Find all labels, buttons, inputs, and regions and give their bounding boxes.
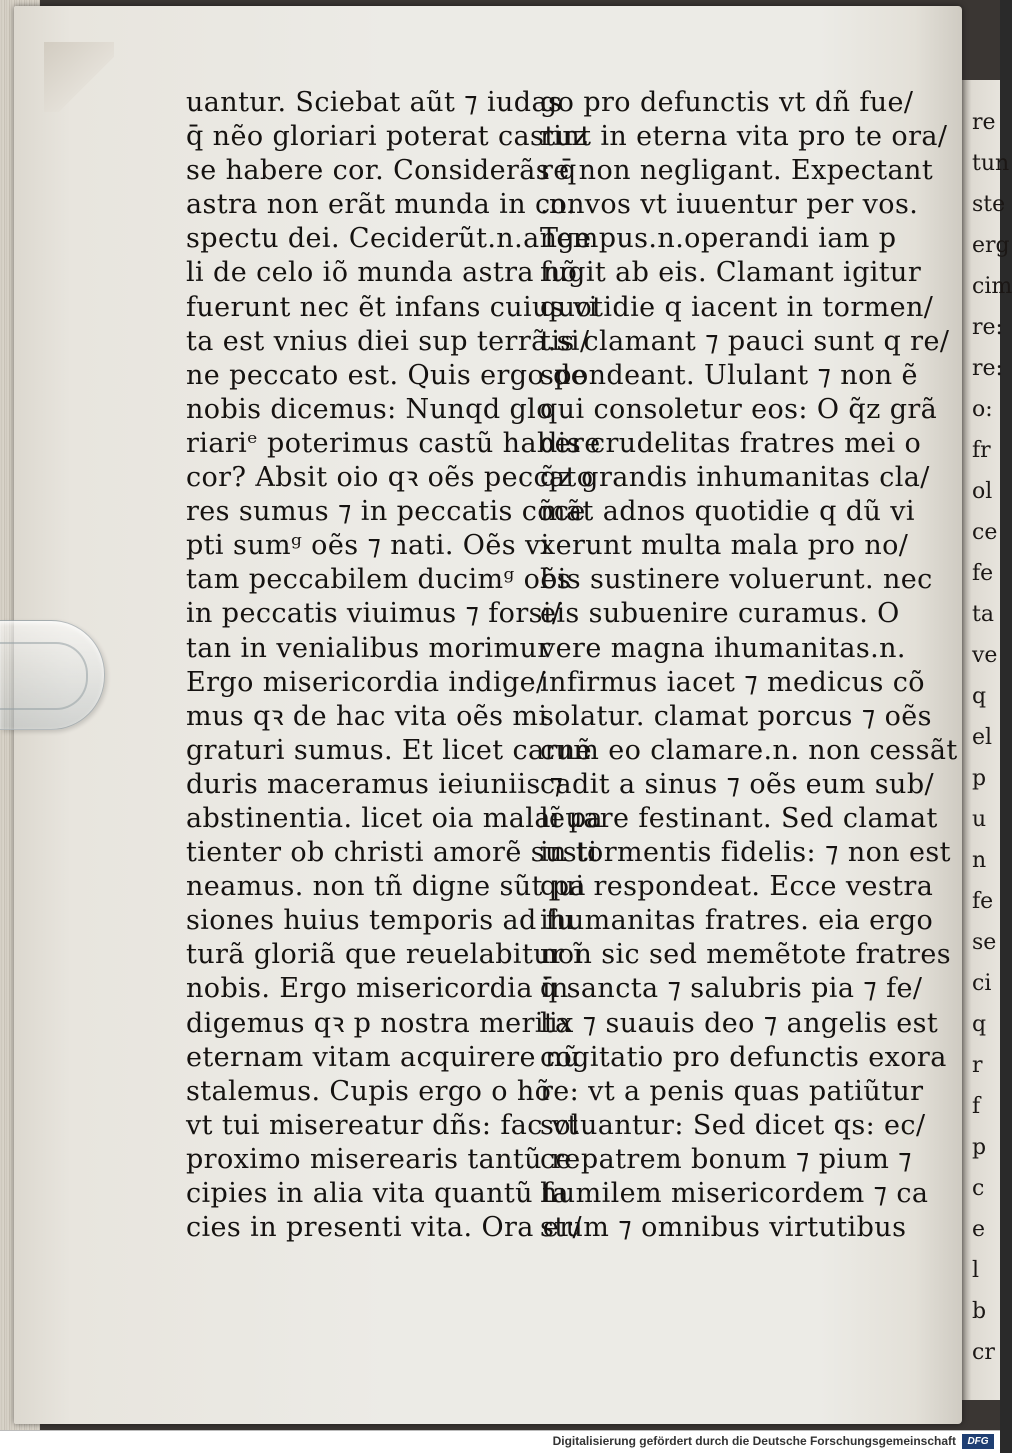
next-page-fragment: ta <box>972 602 994 627</box>
next-page-fragment: o: <box>972 397 993 422</box>
text-line: spectu dei. Ceciderũt.n.ange <box>186 223 592 255</box>
text-line: se habere cor. Considerãs q̄ <box>186 155 577 187</box>
text-line: ne peccato est. Quis ergo de <box>186 359 588 391</box>
text-line: pti sumᵍ oẽs ⁊ nati. Oẽs vi <box>186 530 550 562</box>
text-line: Ergo misericordia indige/ <box>186 666 546 698</box>
text-line: tam peccabilem ducimᵍ oẽs <box>186 564 571 596</box>
text-line: lix ⁊ suauis deo ⁊ angelis est <box>540 1007 939 1039</box>
text-line: .n. vos vt iuuentur per vos. <box>540 189 919 221</box>
next-page-fragment: p <box>972 766 987 791</box>
text-line: go pro defunctis vt dñ fue/ <box>540 87 914 118</box>
text-line: riariᵉ poterimus castũ habere <box>186 427 601 459</box>
text-line: vt tui misereatur dñs: fac vt <box>186 1109 579 1141</box>
text-line: eternam vitam acquirere nũ <box>186 1041 581 1073</box>
next-page-fragment: ste <box>972 192 1006 217</box>
next-page-fragment: c <box>972 1176 985 1201</box>
text-line: in peccatis viuimus ⁊ forsi/ <box>186 598 562 630</box>
text-line: ihumanitas fratres. eia ergo <box>540 905 934 937</box>
next-page-fragment: q <box>972 1012 987 1037</box>
footer-bar <box>0 1430 1000 1453</box>
text-line: Tempus.n.operandi iam p <box>540 223 897 255</box>
next-page-fragment: l <box>972 1258 980 1283</box>
text-line: non sic sed memẽtote fratres <box>540 939 951 971</box>
text-line: qui consoletur eos: O q̃z grã <box>540 393 938 425</box>
text-line: dis crudelitas fratres mei o <box>540 427 922 459</box>
next-page-fragment: fe <box>972 561 994 586</box>
text-line: tis clamant ⁊ pauci sunt q re/ <box>540 325 950 357</box>
text-line: astra non erãt munda in con <box>186 189 585 221</box>
text-line: qui respondeat. Ecce vestra <box>540 871 934 903</box>
text-column-right <box>540 86 958 1245</box>
text-line: q̄ nẽo gloriari poterat castuz <box>186 121 588 153</box>
text-line: re: vt a penis quas patiũtur <box>540 1075 924 1107</box>
text-line: stum ⁊ omnibus virtutibus <box>540 1212 907 1244</box>
text-line: quotidie q iacent in tormen/ <box>540 291 934 323</box>
text-line: li de celo iõ munda astra nõ <box>186 257 578 289</box>
text-line: cor? Absit oio qꝛ oẽs peccato <box>186 462 594 494</box>
next-page-fragment: b <box>972 1299 987 1324</box>
text-line: spondeant. Ululant ⁊ non ẽ <box>540 359 918 391</box>
text-line: mus qꝛ de hac vita oẽs mi <box>186 700 548 732</box>
text-line: nobis dicemus: Nunqd glo <box>186 393 553 425</box>
text-line: eis subuenire curamus. O <box>540 598 900 630</box>
text-line: nobis. Ergo misericordia in <box>186 973 569 1005</box>
text-line: graturi sumus. Et licet carnẽ <box>186 734 592 766</box>
next-page-fragment: re <box>972 110 996 135</box>
text-column-left <box>186 86 604 1245</box>
next-page-fragment: cr <box>972 1340 995 1365</box>
text-line: fuerunt nec ẽt infans cuius vi <box>186 291 598 323</box>
text-line: abstinentia. licet oia malaĩ pa <box>186 802 604 834</box>
text-line: cies in presenti vita. Ora er/ <box>186 1212 582 1244</box>
text-line: cipies in alia vita quantũ fa <box>186 1178 569 1209</box>
next-page-fragment: n <box>972 848 987 873</box>
next-page-fragment: r <box>972 1053 983 1078</box>
funding-notice: Digitalisierung gefördert durch die Deutsche Forschungsgemeinschaft <box>552 1434 956 1448</box>
next-page-fragment: erg <box>972 233 1010 258</box>
next-page-fragment: p <box>972 1135 987 1160</box>
next-page-fragment: re: <box>972 356 1003 381</box>
dfg-logo: DFG <box>962 1434 994 1449</box>
next-page-fragment: ci <box>972 971 992 996</box>
text-line: soluantur: Sed dicet qs: ec/ <box>540 1109 926 1141</box>
text-line: ta est vnius diei sup terrã.si/ <box>186 325 590 357</box>
next-page-fragment: u <box>972 807 987 832</box>
text-line: fugit ab eis. Clamant igitur <box>540 257 922 289</box>
text-line: q̄ sancta ⁊ salubris pia ⁊ fe/ <box>540 973 923 1005</box>
next-page-edge <box>962 80 1012 1400</box>
next-page-fragment: ve <box>972 643 998 668</box>
text-line: digemus qꝛ p nostra merita <box>186 1007 572 1039</box>
text-line: xerunt multa mala pro no/ <box>540 530 909 562</box>
page-clip-inner <box>0 642 88 710</box>
next-page-fragment: ce <box>972 520 998 545</box>
text-line: uantur. Sciebat aũt ⁊ iudas <box>186 87 563 118</box>
next-page-fragment: fr <box>972 438 991 463</box>
text-line: cum eo clamare.n. non cessãt <box>540 734 958 766</box>
next-page-fragment: q <box>972 684 987 709</box>
next-page-fragment: ol <box>972 479 993 504</box>
text-line: infirmus iacet ⁊ medicus cõ <box>540 666 925 698</box>
next-page-fragment: re: <box>972 315 1003 340</box>
text-line: neamus. non tñ digne sũt pa <box>186 871 586 903</box>
next-page-fragment: cim <box>972 274 1012 299</box>
text-line: turã gloriã que reuelabitur ĩ <box>186 939 583 971</box>
text-line: humilem misericordem ⁊ ca <box>540 1178 929 1209</box>
text-line: duris maceramus ieiuniis ⁊ <box>186 768 564 800</box>
text-line: tan in venialibus morimur <box>186 632 551 664</box>
next-page-fragment: fe <box>972 889 994 914</box>
text-line: cogitatio pro defunctis exora <box>540 1041 947 1073</box>
text-line: tienter ob christi amorẽ susti <box>186 837 598 869</box>
text-line: siones huius temporis ad fu <box>186 905 574 937</box>
text-line: in tormentis fidelis: ⁊ non est <box>540 837 951 869</box>
text-line: proximo miserearis tantũ re <box>186 1143 581 1175</box>
text-line: stalemus. Cupis ergo o hõ <box>186 1075 552 1107</box>
text-line: re non negligant. Expectant <box>540 155 934 187</box>
next-page-fragment: e <box>972 1217 986 1242</box>
next-page-fragment: f <box>972 1094 981 1119</box>
next-page-fragment: se <box>972 930 997 955</box>
text-line: bis sustinere voluerunt. nec <box>540 564 933 596</box>
text-line: ce patrem bonum ⁊ pium ⁊ <box>540 1143 913 1175</box>
text-line: leuare festinant. Sed clamat <box>540 802 938 834</box>
text-line: mãt adnos quotidie q dũ vi <box>540 496 915 528</box>
folded-corner <box>44 42 114 112</box>
next-page-fragment: el <box>972 725 993 750</box>
next-page-fragment: tun <box>972 151 1010 176</box>
text-line: cadit a sinus ⁊ oẽs eum sub/ <box>540 768 935 800</box>
text-line: solatur. clamat porcus ⁊ oẽs <box>540 700 932 732</box>
text-line: rint in eterna vita pro te ora/ <box>540 121 948 153</box>
text-line: q̃z grandis inhumanitas cla/ <box>540 462 930 494</box>
text-line: res sumus ⁊ in peccatis cõce <box>186 496 586 528</box>
text-line: vere magna ihumanitas.n. <box>540 632 906 664</box>
